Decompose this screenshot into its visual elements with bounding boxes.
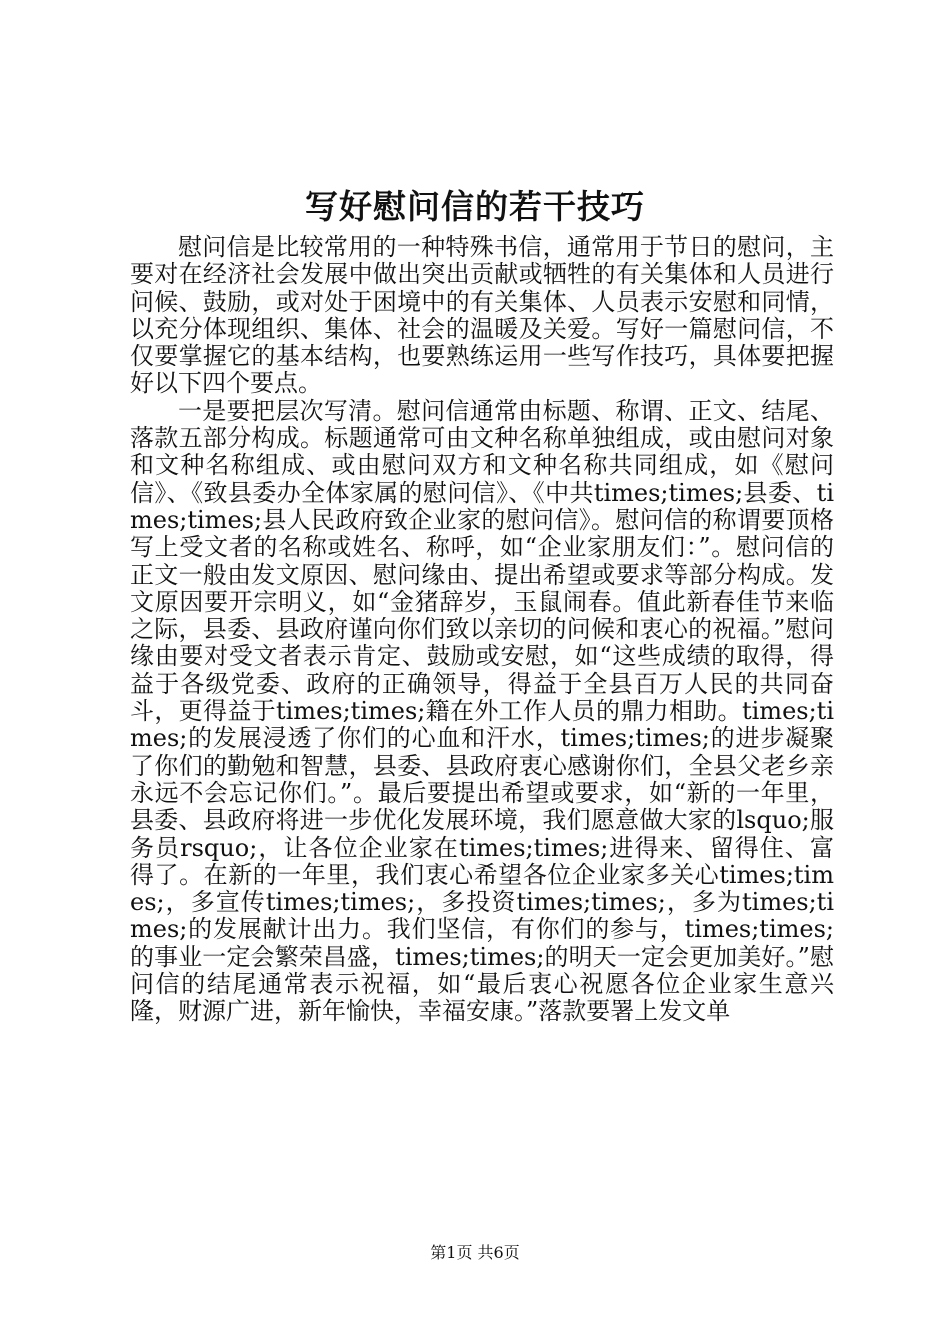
page-footer: 第1页 共6页 (430, 1243, 520, 1262)
paragraph-intro: 慰问信是比较常用的一种特殊书信，通常用于节日的慰问，主要对在经济社会发展中做出突出贡献或牺牲的有关集体和人员进行问候、鼓励，或对处于困境中的有关集体、人员表示安慰和同情，以充分体现组织、集体、社会的温暖及关爱。写好一篇慰问信，不仅要掌握它的基本结构，也要熟练运用一些写作技巧，具体要把握好以下四个要点。 (130, 233, 834, 398)
paragraph-point-one: 一是要把层次写清。慰问信通常由标题、称谓、正文、结尾、落款五部分构成。标题通常可由文种名称单独组成，或由慰问对象和文种名称组成、或由慰问双方和文种名称共同组成，如《慰问信》、《致县委办全体家属的慰问信》、《中共times;times;县委、times;times;县人民政府致企业家的慰问信》。慰问信的称谓要顶格写上受文者的名称或姓名、称呼，如“企业家朋友们：”。慰问信的正文一般由发文原因、慰问缘由、提出希望或要求等部分构成。发文原因要开宗明义，如“金猪辞岁，玉鼠闹春。值此新春佳节来临之际，县委、县政府谨向你们致以亲切的问候和衷心的祝福。”慰问缘由要对受文者表示肯定、鼓励或安慰，如“这些成绩的取得，得益于各级党委、政府的正确领导，得益于全县百万人民的共同奋斗，更得益于times;times;籍在外工作人员的鼎力相助。times;times;的发展浸透了你们的心血和汗水，times;times;的进步凝聚了你们的勤勉和智慧，县委、县政府衷心感谢你们，全县父老乡亲永远不会忘记你们。”。最后要提出希望或要求，如“新的一年里，县委、县政府将进一步优化发展环境，我们愿意做大家的lsquo;服务员rsquo;，让各位企业家在times;times;进得来、留得住、富得了。在新的一年里，我们衷心希望各位企业家多关心times;times;，多宣传times;times;，多投资times;times;，多为times;times;的发展献计出力。我们坚信，有你们的参与，times;times;的事业一定会繁荣昌盛，times;times;的明天一定会更加美好。”慰问信的结尾通常表示祝福，如“最后衷心祝愿各位企业家生意兴隆，财源广进，新年愉快，幸福安康。”落款要署上发文单 (130, 396, 834, 1026)
document-body (130, 234, 834, 1026)
document-title: 写好慰问信的若干技巧 (305, 187, 645, 226)
